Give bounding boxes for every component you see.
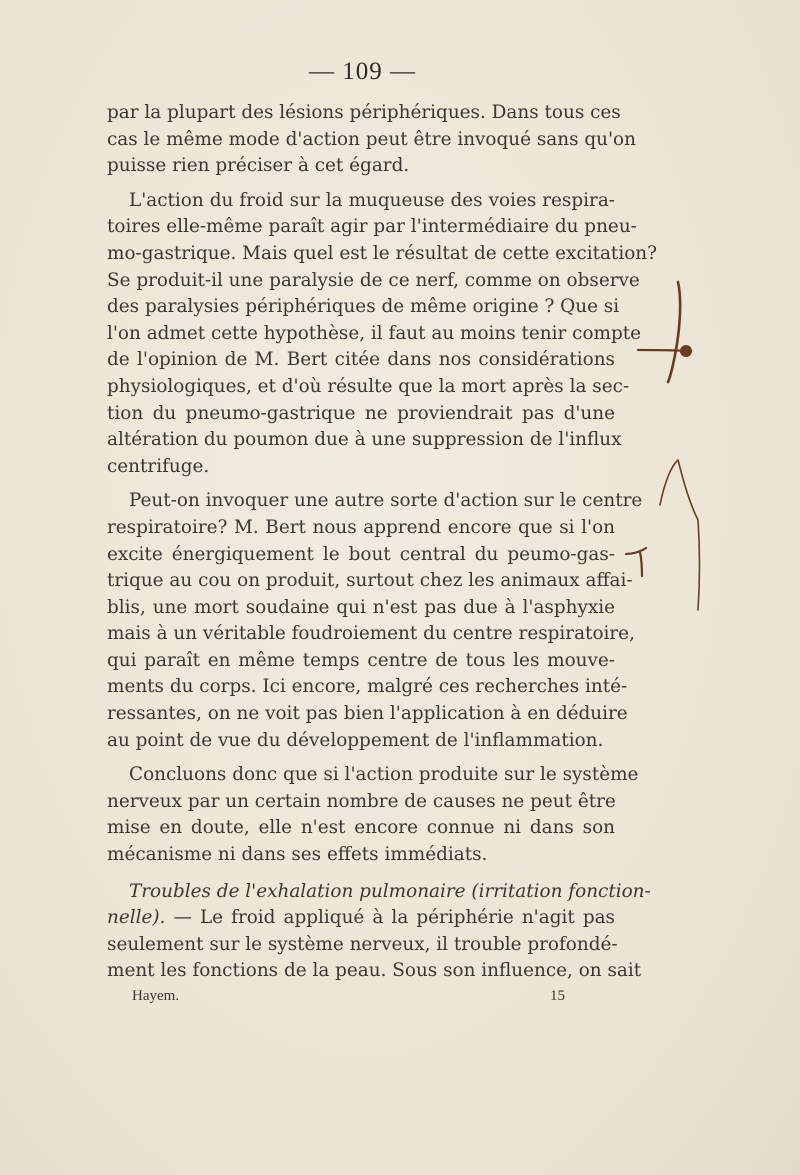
section-heading-continued: nelle). bbox=[107, 907, 166, 929]
text-line: tion du pneumo-gastrique ne proviendrait pas d'une bbox=[107, 402, 615, 424]
page-number: — 109 — bbox=[309, 58, 416, 85]
text-line: trique au cou on produit, surtout chez les animaux affai- bbox=[107, 570, 633, 592]
text-line: altération du poumon due à une suppression de l'influx bbox=[107, 429, 622, 451]
paragraph-3 bbox=[107, 488, 643, 754]
text-line: mais à un véritable foudroiement du centre respiratoire, bbox=[107, 623, 635, 645]
paragraph-4 bbox=[107, 762, 639, 868]
text-line: mise en doute, elle n'est encore connue ni dans son bbox=[107, 817, 615, 839]
text-fragment: — Le froid appliqué à la périphérie n'agit pas bbox=[165, 907, 615, 929]
margin-proof-marks-icon bbox=[620, 270, 720, 630]
text-line: Peut-on invoquer une autre sorte d'action sur le centre bbox=[129, 490, 643, 512]
text-line: de l'opinion de M. Bert citée dans nos considérations bbox=[107, 349, 615, 371]
text-line: qui paraît en même temps centre de tous les mouve- bbox=[107, 649, 615, 671]
text-line: seulement sur le système nerveux, il trouble profondé- bbox=[107, 933, 618, 955]
text-line: mo-gastrique. Mais quel est le résultat de cette excitation? bbox=[107, 242, 657, 264]
text-line: ments du corps. Ici encore, malgré ces recherches inté- bbox=[107, 676, 628, 698]
paragraph-5 bbox=[107, 879, 651, 985]
proof-mark-caret bbox=[626, 548, 646, 576]
text-line: centrifuge. bbox=[107, 455, 210, 477]
text-line: toires elle-même paraît agir par l'intermédiaire du pneu- bbox=[107, 216, 637, 238]
text-line: excite énergiquement le bout central du peumo-gas- bbox=[107, 543, 615, 565]
paragraph-2 bbox=[107, 188, 657, 481]
section-heading: Troubles de l'exhalation pulmonaire (irritation fonction- bbox=[129, 880, 651, 902]
text-line: l'on admet cette hypothèse, il faut au moins tenir compte bbox=[107, 322, 642, 344]
text-line: cas le même mode d'action peut être invoqué sans qu'on bbox=[107, 128, 636, 150]
text-line: Se produit-il une paralysie de ce nerf, comme on observe bbox=[107, 269, 640, 291]
proof-mark-slash bbox=[668, 282, 680, 382]
text-line: au point de vue du développement de l'inflammation. bbox=[107, 729, 604, 751]
text-line bbox=[107, 905, 615, 932]
text-line: des paralysies périphériques de même origine ? Que si bbox=[107, 296, 620, 318]
text-line: nerveux par un certain nombre de causes ne peut être bbox=[107, 790, 616, 812]
footer-author: Hayem. bbox=[132, 988, 180, 1004]
text-line: Concluons donc que si l'action produite sur le système bbox=[129, 764, 639, 786]
proof-mark-bracket bbox=[660, 460, 700, 610]
footer-signature-mark: 15 bbox=[550, 988, 565, 1004]
text-line: par la plupart des lésions périphériques. Dans tous ces bbox=[107, 102, 621, 123]
text-line: L'action du froid sur la muqueuse des voies respira- bbox=[129, 189, 615, 211]
text-line: blis, une mort soudaine qui n'est pas due à l'asphyxie bbox=[107, 596, 615, 618]
paragraph-1 bbox=[107, 100, 636, 180]
text-line: respiratoire? M. Bert nous apprend encore que si l'on bbox=[107, 516, 615, 538]
text-line: puisse rien préciser à cet égard. bbox=[107, 155, 410, 177]
text-line: ressantes, on ne voit pas bien l'application à en déduire bbox=[107, 703, 628, 725]
text-line: physiologiques, et d'où résulte que la mort après la sec- bbox=[107, 375, 630, 397]
proof-mark-blot bbox=[680, 345, 692, 357]
body-text bbox=[107, 100, 657, 985]
text-line: mécanisme ni dans ses effets immédiats. bbox=[107, 844, 488, 866]
text-line: ment les fonctions de la peau. Sous son influence, on sait bbox=[107, 960, 642, 982]
